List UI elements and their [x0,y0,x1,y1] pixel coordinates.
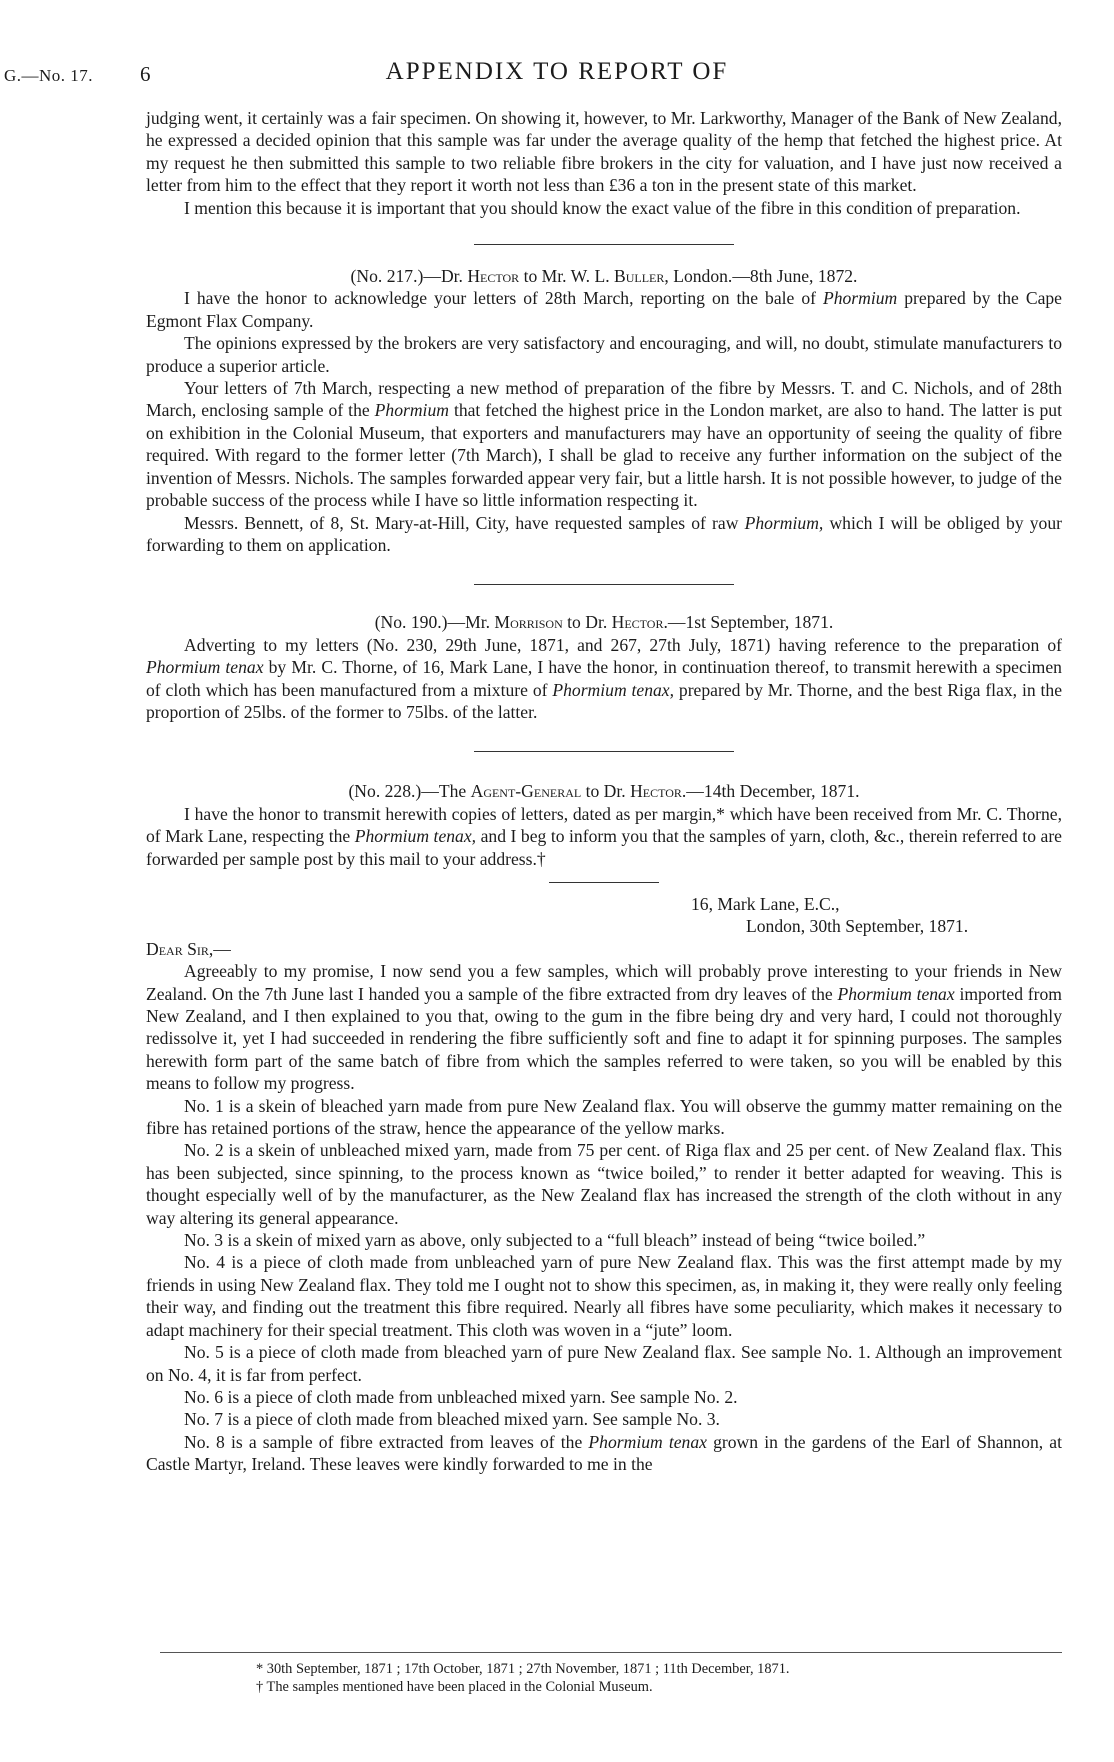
sample-item-4: No. 4 is a piece of cloth made from unbleached yarn of pure New Zealand flax. This was the first attempt made by my friends in using New Zealand flax. They told me I ought not to show this specimen, as, in making it, they were really only feeling their way, and finding out the treatment this fibre required. Nearly all fibres have some peculiarity, which makes it necessary to adapt machinery for their special treatment. This cloth was woven in a “jute” loom. [146,1252,1062,1340]
page-header [0,58,1114,88]
footnote-asterisk: * 30th September, 1871 ; 17th October, 1871 ; 27th November, 1871 ; 11th December, 1871. [256,1661,790,1677]
footnote-divider [160,1652,1062,1653]
paragraph: I have the honor to acknowledge your letters of 28th March, reporting on the bale of Phormium prepared by the Cape Egmont Flax Company. [146,288,1062,331]
sample-item-3: No. 3 is a skein of mixed yarn as above, only subjected to a “full bleach” instead of being “twice boiled.” [184,1230,926,1251]
continued-paragraph: judging went, it certainly was a fair specimen. On showing it, however, to Mr. Larkworthy, Manager of the Bank of New Zealand, he expressed a decided opinion that this sample was far under the average quality of the hemp that fetched the highest price. At my request he then submitted this sample to two reliable fibre brokers in the city for valuation, and I have just now received a letter from him to the effect that they report it worth not less than £36 a ton in the present state of this market. [146,108,1062,196]
running-title: APPENDIX TO REPORT OF [385,58,729,85]
paragraph: Your letters of 7th March, respecting a new method of preparation of the fibre by Messrs. T. and C. Nichols, and of 28th March, enclosing sample of the Phormium that fetched the highest price in the London market, are also to hand. The latter is put on exhibition in the Colonial Museum, that exporters and manufacturers may have an opportunity of seeing the quality of fibre required. With regard to the former letter (7th March), I shall be glad to receive any further information on the subject of the invention of Messrs. Nichols. The samples forwarded appear very fair, but a little harsh. It is not possible however, to judge of the probable success of the process while I have so little information respecting it. [146,378,1062,511]
sample-item-5: No. 5 is a piece of cloth made from bleached yarn of pure New Zealand flax. See sample No. 1. Although an improvement on No. 4, it is far from perfect. [146,1342,1062,1385]
sample-item-2: No. 2 is a skein of unbleached mixed yarn, made from 75 per cent. of Riga flax and 25 per cent. of New Zealand flax. This has been subjected, since spinning, to the process known as “twice boiled,” to render it better adapted for weaving. This is thought especially well of by the manufacturer, as the New Zealand flax has increased the strength of the cloth without in any way altering its general appearance. [146,1140,1062,1228]
footnote-dagger: † The samples mentioned have been placed in the Colonial Museum. [256,1679,653,1695]
letter-heading-190: (No. 190.)—Mr. Morrison to Dr. Hector.—1st September, 1871. [374,612,834,633]
paper-reference: G.—No. 17. [4,66,94,85]
paragraph: Messrs. Bennett, of 8, St. Mary-at-Hill, City, have requested samples of raw Phormium, which I will be obliged by your forwarding to them on application. [146,512,1062,555]
letter-heading-217: (No. 217.)—Dr. Hector to Mr. W. L. Buller, London.—8th June, 1872. [350,266,858,287]
paragraph: Agreeably to my promise, I now send you a few samples, which will probably prove interesting to your friends in New Zealand. On the 7th June last I handed you a sample of the fibre extracted from dry leaves of the Phormium tenax imported from New Zealand, and I then explained to you that, owing to the gum in the fibre being dry and very hard, I could not thoroughly redissolve it, yet I had succeeded in rendering the fibre sufficiently soft and fine to adapt it for spinning purposes. The samples herewith form part of the same batch of fibre from which the samples referred to were taken, so you will be enabled by this means to follow my progress. [146,961,1062,1094]
letter-date: London, 30th September, 1871. [746,916,969,937]
paragraph: I mention this because it is important that you should know the exact value of the fibre in this condition of preparation. [184,197,1021,218]
salutation: Dear Sir,— [146,938,231,959]
paragraph: The opinions expressed by the brokers are very satisfactory and encouraging, and will, no doubt, stimulate manufacturers to produce a superior article. [146,333,1062,376]
section-divider [474,244,734,245]
footnotes [256,1660,1016,1696]
enclosure-divider [549,882,659,883]
paragraph: Adverting to my letters (No. 230, 29th June, 1871, and 267, 27th July, 1871) having reference to the preparation of Phormium tenax by Mr. C. Thorne, of 16, Mark Lane, I have the honor, in continuation thereof, to transmit herewith a specimen of cloth which has been manufactured from a mixture of Phormium tenax, prepared by Mr. Thorne, and the best Riga flax, in the proportion of 25lbs. of the former to 75lbs. of the latter. [146,634,1062,722]
sample-item-8: No. 8 is a sample of fibre extracted from leaves of the Phormium tenax grown in the gardens of the Earl of Shannon, at Castle Martyr, Ireland. These leaves were kindly forwarded to me in the [146,1431,1062,1475]
sample-item-7: No. 7 is a piece of cloth made from bleached mixed yarn. See sample No. 3. [184,1409,720,1430]
paragraph: I have the honor to transmit herewith copies of letters, dated as per margin,* which have been received from Mr. C. Thorne, of Mark Lane, respecting the Phormium tenax, and I beg to inform you that the samples of yarn, cloth, &c., therein referred to are forwarded per sample post by this mail to your address.† [146,803,1062,869]
page-number: 6 [140,62,151,86]
sender-address: 16, Mark Lane, E.C., [691,893,840,914]
letter-heading-228: (No. 228.)—The Agent-General to Dr. Hector.—14th December, 1871. [348,781,860,802]
sample-item-6: No. 6 is a piece of cloth made from unbleached mixed yarn. See sample No. 2. [184,1386,738,1407]
section-divider [474,751,734,752]
page-body [146,107,1062,1476]
sample-item-1: No. 1 is a skein of bleached yarn made from pure New Zealand flax. You will observe the gummy matter remaining on the fibre has retained portions of the straw, hence the appearance of the yellow marks. [146,1095,1062,1139]
section-divider [474,584,734,585]
